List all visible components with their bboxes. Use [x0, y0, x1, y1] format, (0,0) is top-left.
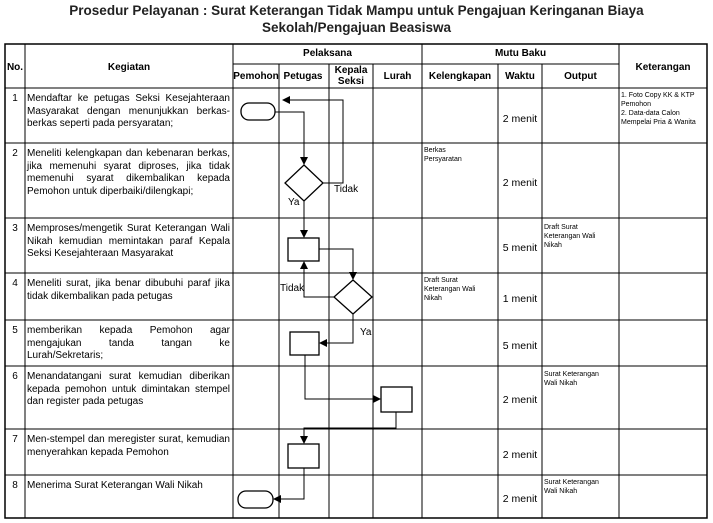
row-8-kegiatan: Menerima Surat Keterangan Wali Nikah: [27, 480, 203, 491]
header-kelengkapan: Kelengkapan: [428, 71, 492, 82]
page-subtitle: Sekolah/Pengajuan Beasiswa: [261, 20, 452, 35]
page-title: Prosedur Pelayanan : Surat Keterangan Tidak Mampu untuk Pengajuan Keringanan Biaya: [69, 3, 644, 18]
header-mutu-baku: Mutu Baku: [494, 48, 547, 59]
row-3-kegiatan: Memproses/mengetik Surat Keterangan Wali Nikah kemudian memintakan paraf Kepala Seksi Kesejahteraan Masyarakat: [27, 223, 230, 259]
header-kepala-seksi: Kepala Seksi: [334, 65, 368, 87]
row-6-waktu: 2 menit: [502, 394, 538, 406]
row-4-kelengkapan: Draft Surat Keterangan Wali Nikah: [424, 277, 476, 302]
row-3-output: Draft Surat Keterangan Wali Nikah: [544, 224, 596, 249]
row-1-no: 1: [12, 93, 18, 104]
row-4-waktu: 1 menit: [502, 293, 538, 305]
header-petugas: Petugas: [283, 71, 323, 82]
row-7-kegiatan: Men-stempel dan meregister surat, kemudian menyerahkan kepada Pemohon: [27, 434, 230, 458]
flow-label-tidak-1: Tidak: [334, 184, 359, 195]
header-lurah: Lurah: [383, 71, 412, 82]
header-kegiatan: Kegiatan: [107, 62, 151, 73]
flow-label-tidak-2: Tidak: [280, 283, 305, 294]
row-8-waktu: 2 menit: [502, 493, 538, 505]
row-1-waktu: 2 menit: [502, 113, 538, 125]
row-8-no: 8: [12, 480, 18, 491]
row-3-no: 3: [12, 223, 18, 234]
process-box-row-7: [288, 444, 319, 468]
process-box-row-3: [288, 238, 319, 261]
process-box-row-5: [290, 332, 319, 355]
row-6-output: Surat Keterangan Wali Nikah: [544, 371, 599, 387]
header-output: Output: [564, 71, 597, 82]
row-6-kegiatan: Menandatangani surat kemudian diberikan kepada pemohon untuk dimintakan stempel dan register pada petugas: [27, 371, 230, 407]
end-terminator: [238, 491, 273, 508]
row-5-kegiatan: memberikan kepada Pemohon agar mengajukan tanda tangan ke Lurah/Sekretaris;: [27, 325, 230, 361]
header-no: No.: [6, 62, 24, 73]
row-4-no: 4: [12, 278, 18, 289]
row-3-waktu: 5 menit: [502, 242, 538, 254]
row-1-kegiatan: Mendaftar ke petugas Seksi Kesejahteraan Masyarakat dengan menunjukkan berkas-berkas seperti pada persyaratan;: [27, 93, 230, 129]
row-5-no: 5: [12, 325, 18, 336]
row-8-output: Surat Keterangan Wali Nikah: [544, 479, 599, 495]
row-5-waktu: 5 menit: [502, 340, 538, 352]
start-terminator: [241, 103, 275, 120]
header-keterangan: Keterangan: [635, 62, 691, 73]
row-2-no: 2: [12, 148, 18, 159]
process-box-row-6: [381, 387, 412, 412]
connector-process-3-to-decision-2: [319, 249, 353, 279]
row-4-kegiatan: Meneliti surat, jika benar dibubuhi paraf jika tidak dikembalikan pada petugas: [27, 278, 230, 302]
flow-label-ya-2: Ya: [360, 327, 372, 338]
decision-diamond-2: [334, 280, 372, 314]
header-pelaksana: Pelaksana: [303, 48, 352, 59]
row-7-waktu: 2 menit: [502, 449, 538, 461]
connector-process-6-to-process-7: [304, 412, 396, 443]
row-6-no: 6: [12, 371, 18, 382]
connector-decision-2-ya: [320, 314, 353, 343]
row-7-no: 7: [12, 434, 18, 445]
row-2-kelengkapan: Berkas Persyaratan: [424, 147, 462, 163]
row-1-keterangan: 1. Foto Copy KK & KTP Pemohon 2. Data-data Calon Mempelai Pria & Wanita: [621, 92, 696, 126]
row-2-waktu: 2 menit: [502, 177, 538, 189]
row-2-kegiatan: Meneliti kelengkapan dan kebenaran berkas, jika memenuhi syarat diproses, jika tidak memenuhi syarat dikembalikan kepada Pemohon untuk diperbaiki/dilengkapi;: [27, 148, 230, 197]
connector-process-5-to-process-6: [305, 355, 380, 399]
header-waktu: Waktu: [505, 71, 535, 82]
header-pemohon: Pemohon: [233, 71, 279, 82]
flow-label-ya-1: Ya: [288, 197, 300, 208]
decision-diamond-1: [285, 165, 323, 201]
